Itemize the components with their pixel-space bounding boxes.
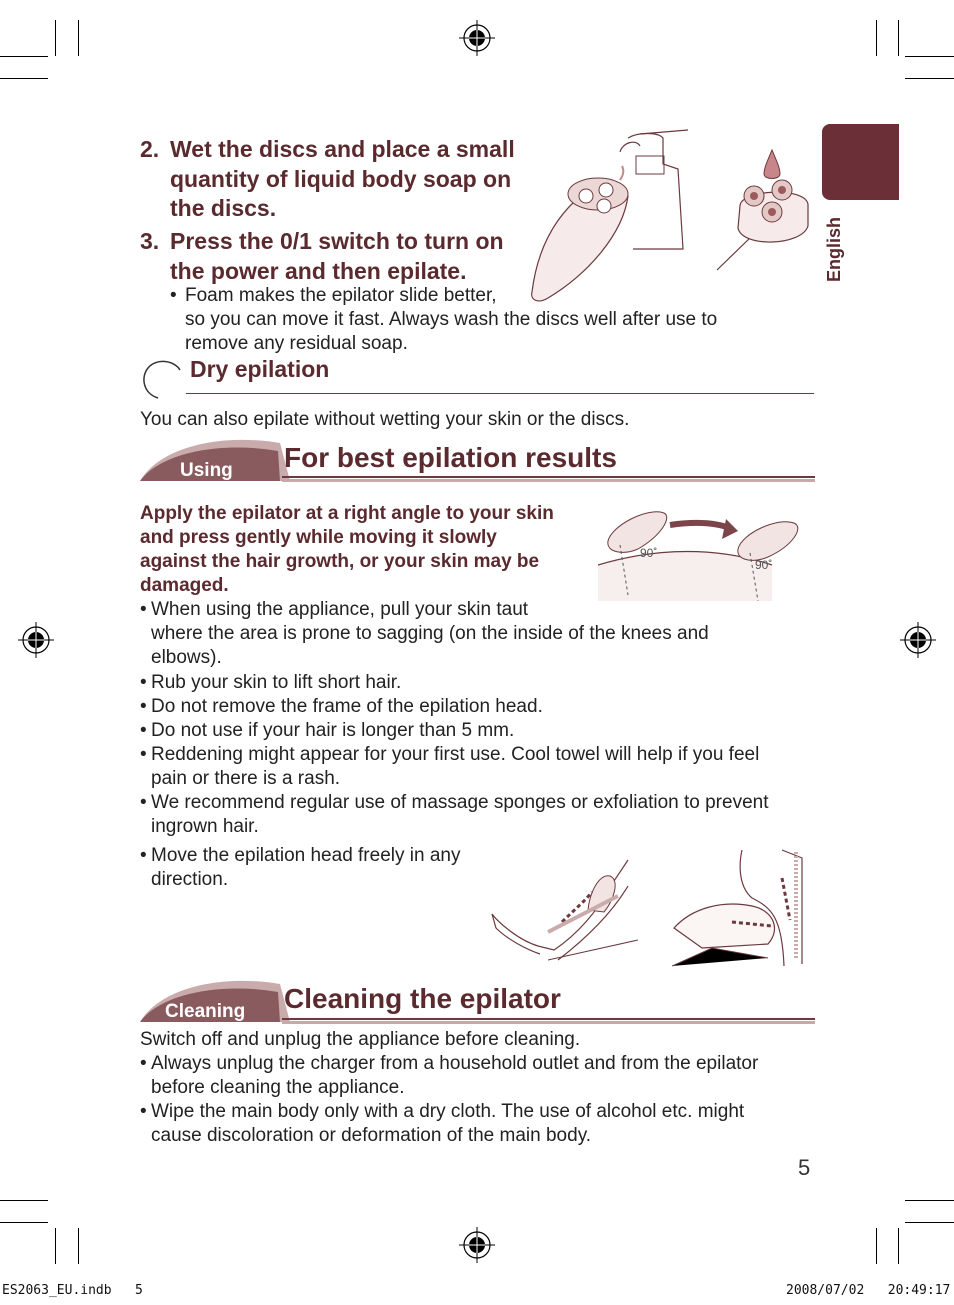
list-item-line: We recommend regular use of massage sponges or exfoliation to prevent xyxy=(151,792,769,813)
list-item: • Move the epilation head freely in any direction. xyxy=(140,845,461,890)
list-item: • When using the appliance, pull your skin taut where the area is prone to sagging (on the inside of the knees and elbows). xyxy=(140,599,709,668)
list-item-line: Always unplug the charger from a household outlet and from the epilator xyxy=(151,1053,759,1074)
crop-mark xyxy=(55,1228,56,1264)
page-number: 5 xyxy=(798,1155,811,1180)
title-rule xyxy=(282,479,815,482)
crop-mark xyxy=(905,1200,954,1201)
list-item: • Do not use if your hair is longer than 5 mm. xyxy=(140,720,515,741)
crop-mark xyxy=(898,20,899,56)
crop-mark xyxy=(0,1200,48,1201)
note-line: so you can move it fast. Always wash the discs well after use to xyxy=(185,309,718,330)
step-text-line: the power and then epilate. xyxy=(170,258,467,284)
warning-line: damaged. xyxy=(140,575,229,596)
crop-mark xyxy=(55,20,56,56)
registration-mark-icon xyxy=(459,1227,495,1263)
dry-text: You can also epilate without wetting your skin or the discs. xyxy=(140,409,630,430)
angle-label: 90˚ xyxy=(640,546,658,560)
step-text-line: Wet the discs and place a small xyxy=(170,136,515,162)
dry-title: Dry epilation xyxy=(190,356,330,382)
title-rule xyxy=(282,1018,815,1020)
list-item-line: direction. xyxy=(151,869,229,890)
crop-mark xyxy=(78,1228,79,1264)
crop-mark xyxy=(876,1228,877,1264)
list-item-line: Rub your skin to lift short hair. xyxy=(151,672,402,693)
list-item: • Rub your skin to lift short hair. xyxy=(140,672,402,693)
title-rule xyxy=(282,1021,815,1024)
section-title: Cleaning the epilator xyxy=(284,983,561,1014)
angle-label: 90˚ xyxy=(755,558,773,572)
footer-file-info: ES2063_EU.indb 5 xyxy=(2,1283,143,1298)
step-number: 2. xyxy=(140,136,160,162)
step-text-line: quantity of liquid body soap on xyxy=(170,166,512,192)
list-item-line: where the area is prone to sagging (on the inside of the knees and xyxy=(151,623,709,644)
cleaning-intro: Switch off and unplug the appliance before cleaning. xyxy=(140,1029,581,1050)
registration-mark-icon xyxy=(900,622,936,658)
step-text-line: Press the 0/1 switch to turn on xyxy=(170,228,504,254)
list-item-line: Move the epilation head freely in any xyxy=(151,845,461,866)
list-item: • We recommend regular use of massage sponges or exfoliation to prevent ingrown hair. xyxy=(140,792,769,837)
crop-mark xyxy=(905,78,954,79)
crop-mark xyxy=(0,78,48,79)
arm-epilation-illustration xyxy=(672,848,812,968)
note-line: remove any residual soap. xyxy=(185,333,408,354)
list-item-line: Reddening might appear for your first use. Cool towel will help if you feel xyxy=(151,744,760,765)
crop-mark xyxy=(905,56,954,57)
list-item-line: before cleaning the appliance. xyxy=(151,1077,405,1098)
registration-mark-icon xyxy=(459,20,495,56)
language-tab xyxy=(822,124,899,200)
warning-line: against the hair growth, or your skin may be xyxy=(140,551,540,572)
wet-discs-illustration xyxy=(712,146,822,276)
list-item-line: ingrown hair. xyxy=(151,816,259,837)
divider xyxy=(186,393,814,394)
list-item-line: When using the appliance, pull your skin taut xyxy=(151,599,529,620)
crop-mark xyxy=(0,56,48,57)
list-item: • Always unplug the charger from a household outlet and from the epilator before cleaning the appliance. xyxy=(140,1053,759,1098)
warning-line: and press gently while moving it slowly xyxy=(140,527,497,548)
crop-mark xyxy=(876,20,877,56)
warning-line: Apply the epilator at a right angle to your skin xyxy=(140,503,554,524)
list-item: • Reddening might appear for your first use. Cool towel will help if you feel pain or there is a rash. xyxy=(140,744,760,789)
dry-icon xyxy=(140,356,186,402)
list-item-line: Do not remove the frame of the epilation head. xyxy=(151,696,543,717)
leg-epilation-illustration xyxy=(488,850,638,970)
crop-mark xyxy=(78,20,79,56)
registration-mark-icon xyxy=(18,622,54,658)
list-item: • Wipe the main body only with a dry cloth. The use of alcohol etc. might cause discoloration or deformation of the main body. xyxy=(140,1101,745,1146)
title-rule xyxy=(282,476,815,478)
warning-paragraph xyxy=(140,502,600,602)
epilator-soap-illustration xyxy=(528,124,698,304)
section-title: For best epilation results xyxy=(284,442,617,473)
section-tab-label: Using xyxy=(180,460,233,481)
crop-mark xyxy=(905,1222,954,1223)
right-angle-illustration xyxy=(598,505,772,601)
language-label: English xyxy=(824,216,844,282)
note-line: Foam makes the epilator slide better, xyxy=(185,285,497,306)
list-item-line: pain or there is a rash. xyxy=(151,768,341,789)
list-item: • Do not remove the frame of the epilation head. xyxy=(140,696,543,717)
section-tab-label: Cleaning xyxy=(165,1001,246,1022)
list-item-line: elbows). xyxy=(151,647,222,668)
step-text-line: the discs. xyxy=(170,195,277,221)
crop-mark xyxy=(898,1228,899,1264)
step-number: 3. xyxy=(140,228,160,254)
footer-timestamp: 2008/07/02 20:49:17 xyxy=(786,1283,951,1298)
list-item-line: Do not use if your hair is longer than 5 mm. xyxy=(151,720,515,741)
list-item-line: cause discoloration or deformation of the main body. xyxy=(151,1125,592,1146)
list-item-line: Wipe the main body only with a dry cloth. The use of alcohol etc. might xyxy=(151,1101,745,1122)
bullet: • xyxy=(170,285,177,306)
crop-mark xyxy=(0,1222,48,1223)
